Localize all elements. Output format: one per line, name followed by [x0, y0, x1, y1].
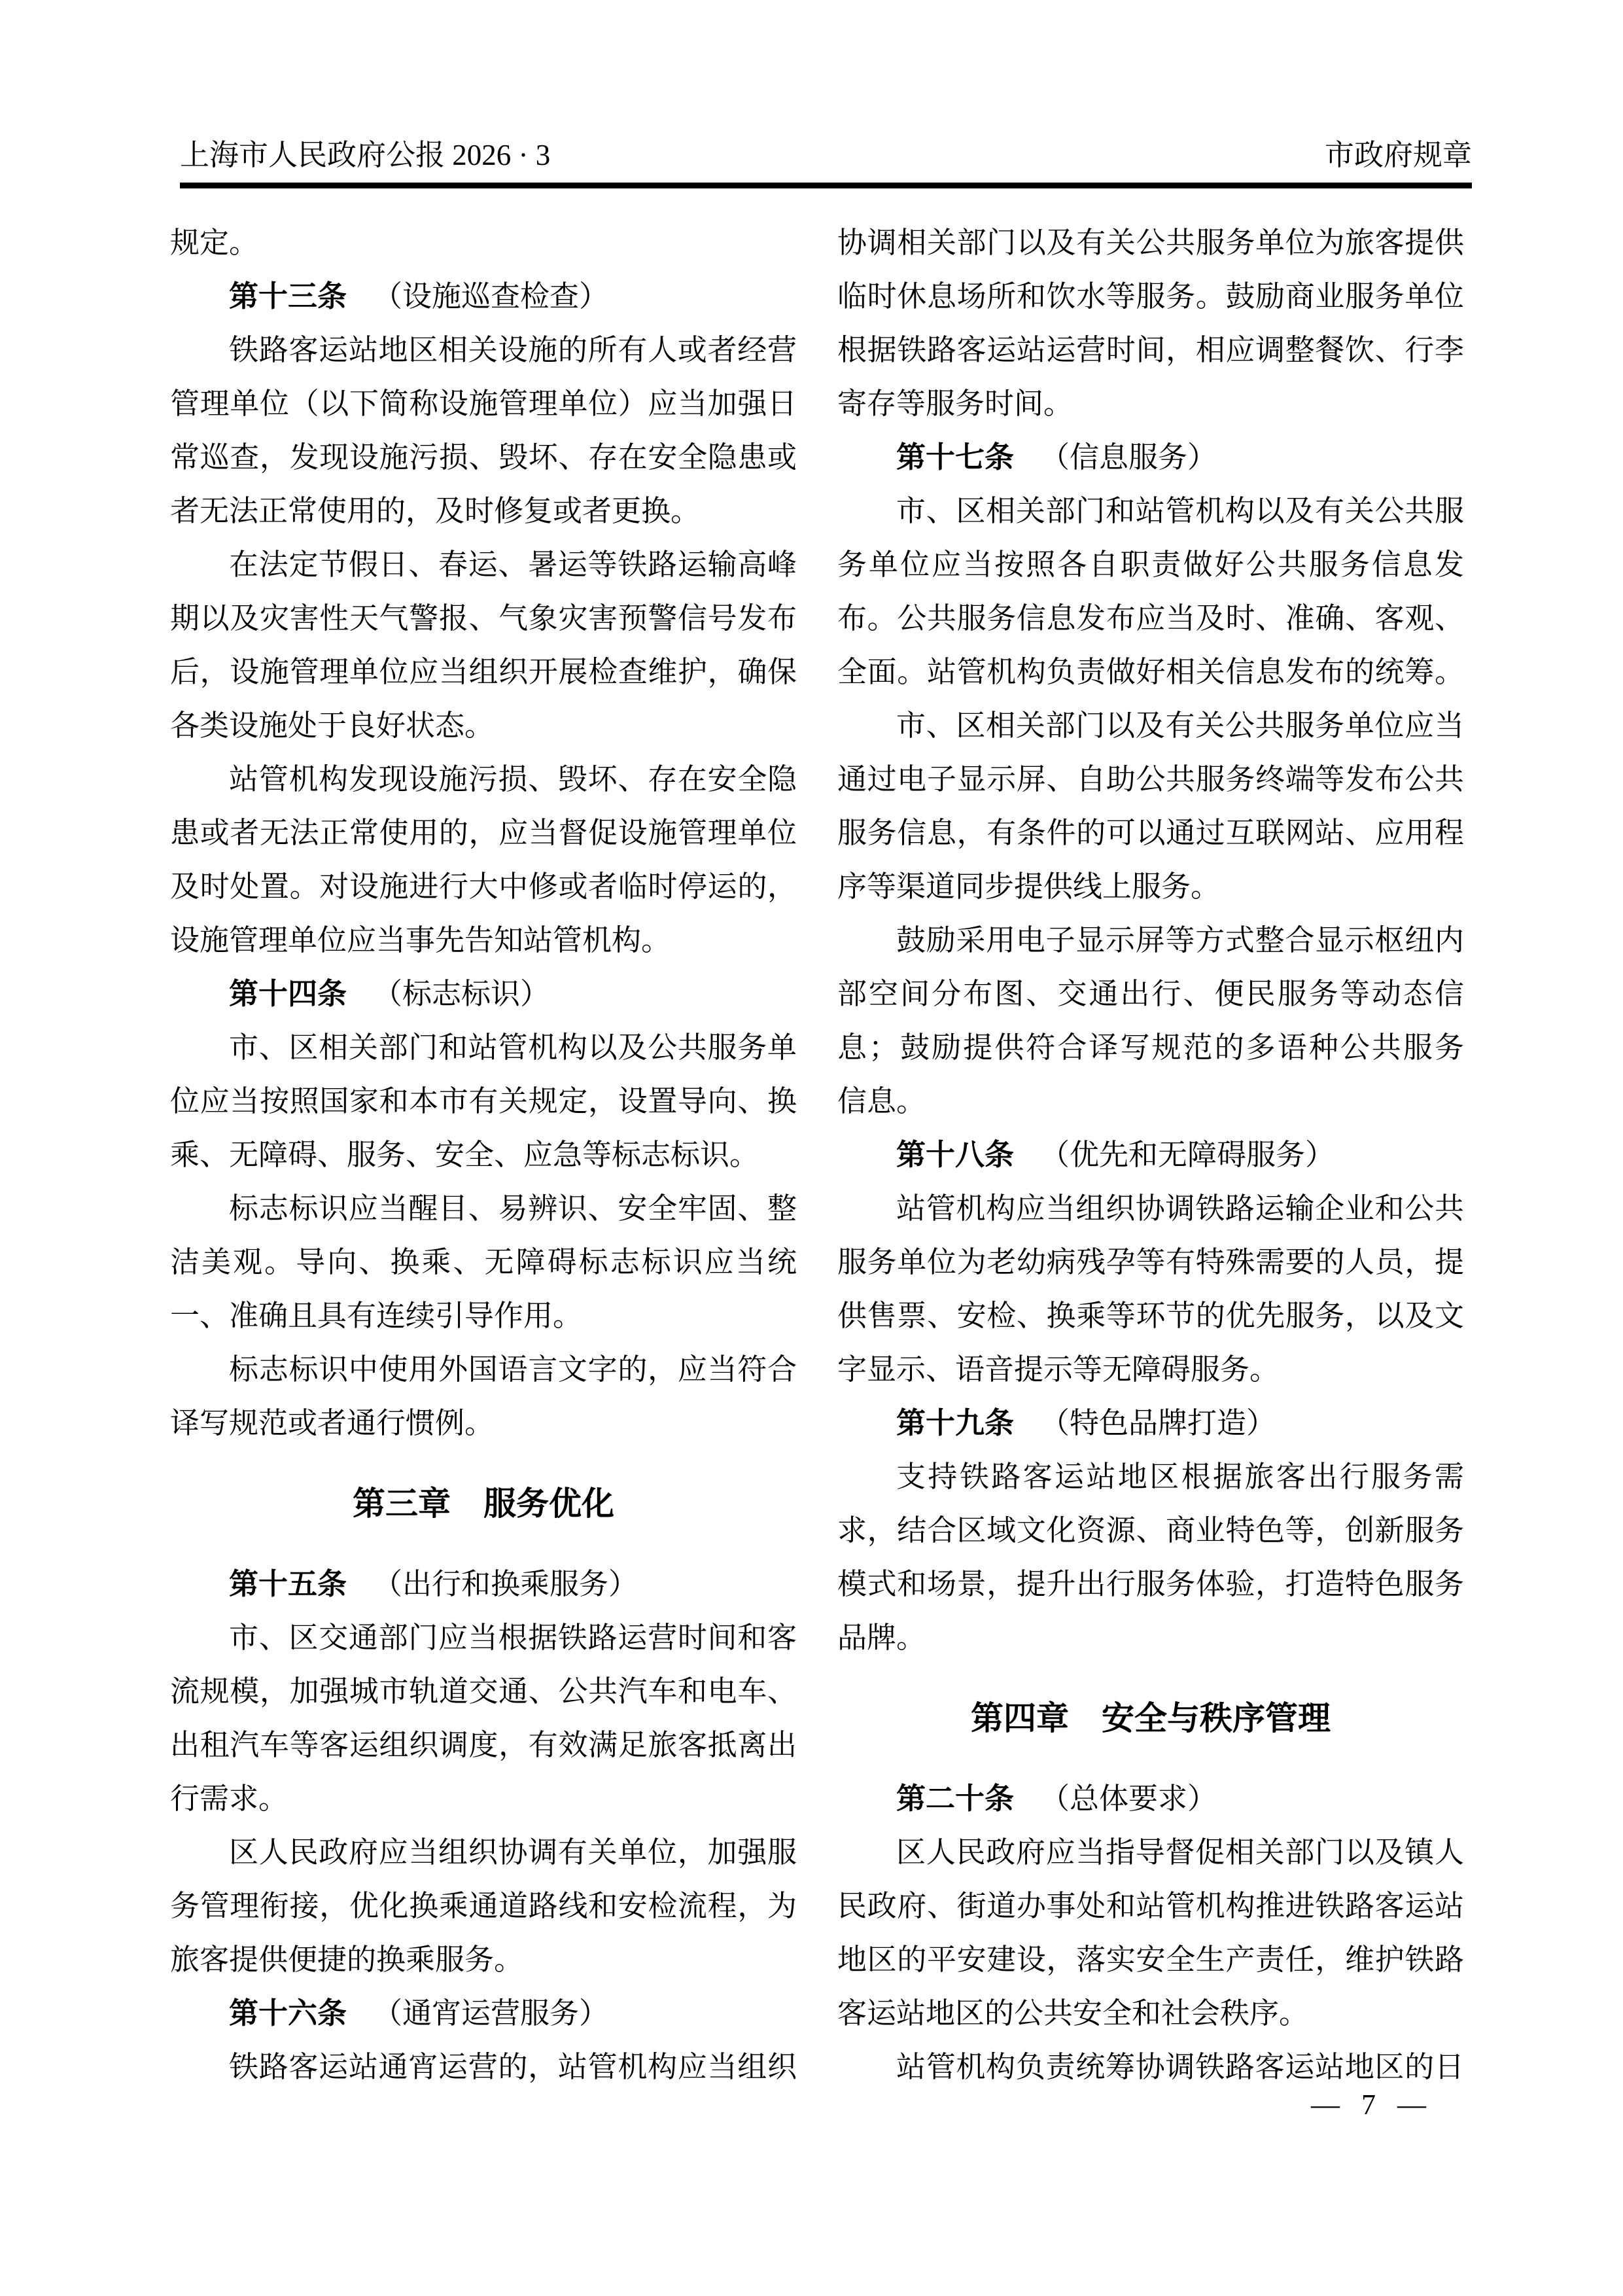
article-number: 第十五条	[229, 1567, 347, 1600]
text-line: 患或者无法正常使用的，应当督促设施管理单位	[170, 817, 797, 849]
text-line: 供售票、安检、换乘等环节的优先服务，以及文	[837, 1299, 1464, 1332]
text-line: 务单位应当按照各自职责做好公共服务信息发	[837, 548, 1464, 581]
text-line: 期以及灾害性天气警报、气象灾害预警信号发布	[170, 602, 797, 635]
text-line: 出租汽车等客运组织调度，有效满足旅客抵离出	[170, 1729, 797, 1761]
text-line: 寄存等服务时间。	[837, 387, 1073, 420]
text-line: 区人民政府应当指导督促相关部门以及镇人	[896, 1836, 1464, 1869]
text-line: 标志标识中使用外国语言文字的，应当符合	[229, 1353, 797, 1386]
page-footer	[1311, 2089, 1426, 2121]
article-heading	[837, 1396, 1464, 1450]
text-line: 规定。	[170, 226, 259, 259]
text-line: 地区的平安建设，落实安全生产责任，维护铁路	[837, 1943, 1464, 1976]
article-heading	[170, 967, 797, 1021]
text-line: 标志标识应当醒目、易辨识、安全牢固、整	[229, 1192, 797, 1225]
text-line: 铁路客运站通宵运营的，站管机构应当组织	[229, 2051, 797, 2083]
article-number: 第十六条	[229, 1996, 347, 2030]
text-line: 市、区相关部门以及有关公共服务单位应当	[896, 709, 1464, 742]
article-number: 第二十条	[896, 1782, 1015, 1815]
article-heading	[837, 1772, 1464, 1826]
text-line: 行需求。	[170, 1782, 288, 1815]
text-line: 管理单位（以下简称设施管理单位）应当加强日	[170, 387, 797, 420]
article-title: （出行和换乘服务）	[373, 1568, 638, 1600]
text-line: 鼓励采用电子显示屏等方式整合显示枢纽内	[896, 924, 1464, 957]
article-title: （通宵运营服务）	[373, 1997, 609, 2030]
text-line: 一、准确且具有连续引导作用。	[170, 1299, 583, 1332]
article-title: （标志标识）	[373, 978, 550, 1010]
article-title: （设施巡查检查）	[373, 280, 609, 313]
page-number: 7	[1361, 2089, 1376, 2121]
article-heading	[170, 1557, 797, 1611]
article-heading	[837, 1128, 1464, 1182]
text-line: 者无法正常使用的，及时修复或者更换。	[170, 495, 701, 527]
text-line: 根据铁路客运站运营时间，相应调整餐饮、行李	[837, 334, 1464, 366]
article-number: 第十四条	[229, 977, 347, 1010]
page-header	[180, 136, 1472, 174]
text-line: 务管理衔接，优化换乘通道路线和安检流程，为	[170, 1890, 797, 1922]
chapter-heading: 第四章 安全与秩序管理	[971, 1700, 1331, 1737]
article-title: （特色品牌打造）	[1040, 1407, 1276, 1439]
text-line: 布。公共服务信息发布应当及时、准确、客观、	[837, 602, 1464, 635]
article-number: 第十七条	[896, 440, 1015, 474]
article-heading	[170, 270, 797, 323]
text-line: 求，结合区域文化资源、商业特色等，创新服务	[837, 1514, 1464, 1547]
header-publication-title: 上海市人民政府公报 2026 · 3	[180, 139, 551, 171]
text-line: 后，设施管理单位应当组织开展检查维护，确保	[170, 656, 797, 688]
header-rule	[180, 183, 1472, 188]
text-line: 支持铁路客运站地区根据旅客出行服务需	[896, 1460, 1464, 1493]
text-line: 部空间分布图、交通出行、便民服务等动态信	[837, 978, 1464, 1010]
text-line: 字显示、语音提示等无障碍服务。	[837, 1353, 1280, 1386]
text-line: 服务单位为老幼病残孕等有特殊需要的人员，提	[837, 1246, 1464, 1279]
article-number: 第十九条	[896, 1406, 1015, 1439]
article-heading	[170, 1987, 797, 2040]
article-number: 第十三条	[229, 279, 347, 313]
text-line: 在法定节假日、春运、暑运等铁路运输高峰	[229, 548, 797, 581]
text-line: 旅客提供便捷的换乘服务。	[170, 1943, 524, 1976]
text-line: 模式和场景，提升出行服务体验，打造特色服务	[837, 1568, 1464, 1600]
text-line: 流规模，加强城市轨道交通、公共汽车和电车、	[170, 1675, 797, 1708]
text-line: 站管机构应当组织协调铁路运输企业和公共	[896, 1192, 1464, 1225]
text-line: 常巡查，发现设施污损、毁坏、存在安全隐患或	[170, 441, 797, 474]
text-line: 各类设施处于良好状态。	[170, 709, 495, 742]
text-line: 站管机构发现设施污损、毁坏、存在安全隐	[229, 763, 797, 796]
text-line: 临时休息场所和饮水等服务。鼓励商业服务单位	[837, 280, 1464, 313]
text-line: 译写规范或者通行惯例。	[170, 1407, 495, 1439]
text-line: 通过电子显示屏、自助公共服务终端等发布公共	[837, 763, 1464, 796]
chapter-heading: 第三章 服务优化	[353, 1485, 614, 1522]
text-line: 设施管理单位应当事先告知站管机构。	[170, 924, 671, 957]
text-line: 位应当按照国家和本市有关规定，设置导向、换	[170, 1085, 797, 1118]
text-line: 信息。	[837, 1085, 926, 1118]
text-line: 乘、无障碍、服务、安全、应急等标志标识。	[170, 1139, 759, 1171]
text-line: 市、区相关部门和站管机构以及公共服务单	[229, 1031, 797, 1064]
text-line: 市、区相关部门和站管机构以及有关公共服	[896, 495, 1464, 527]
text-line: 及时处置。对设施进行大中修或者临时停运的，	[170, 870, 797, 903]
text-line: 民政府、街道办事处和站管机构推进铁路客运站	[837, 1890, 1464, 1922]
text-line: 全面。站管机构负责做好相关信息发布的统筹。	[837, 656, 1464, 688]
text-line: 客运站地区的公共安全和社会秩序。	[837, 1997, 1309, 2030]
article-title: （总体要求）	[1040, 1782, 1217, 1815]
text-line: 协调相关部门以及有关公共服务单位为旅客提供	[837, 226, 1464, 259]
text-line: 息；鼓励提供符合译写规范的多语种公共服务	[837, 1031, 1464, 1064]
text-line: 铁路客运站地区相关设施的所有人或者经营	[229, 334, 797, 366]
left-column	[170, 216, 797, 2094]
text-line: 品牌。	[837, 1621, 926, 1654]
text-line: 洁美观。导向、换乘、无障碍标志标识应当统	[170, 1246, 797, 1279]
footer-dash-left: —	[1311, 2089, 1340, 2121]
text-line: 区人民政府应当组织协调有关单位，加强服	[229, 1836, 797, 1869]
text-line: 市、区交通部门应当根据铁路运营时间和客	[229, 1621, 797, 1654]
article-title: （优先和无障碍服务）	[1040, 1139, 1335, 1171]
text-line: 服务信息，有条件的可以通过互联网站、应用程	[837, 817, 1464, 849]
right-column	[837, 216, 1464, 2094]
article-number: 第十八条	[896, 1138, 1015, 1171]
article-heading	[837, 431, 1464, 484]
text-line: 序等渠道同步提供线上服务。	[837, 870, 1221, 903]
article-title: （信息服务）	[1040, 441, 1217, 474]
text-line: 站管机构负责统筹协调铁路客运站地区的日	[896, 2051, 1464, 2083]
header-section-label: 市政府规章	[1324, 139, 1472, 171]
footer-dash-right: —	[1397, 2089, 1426, 2121]
